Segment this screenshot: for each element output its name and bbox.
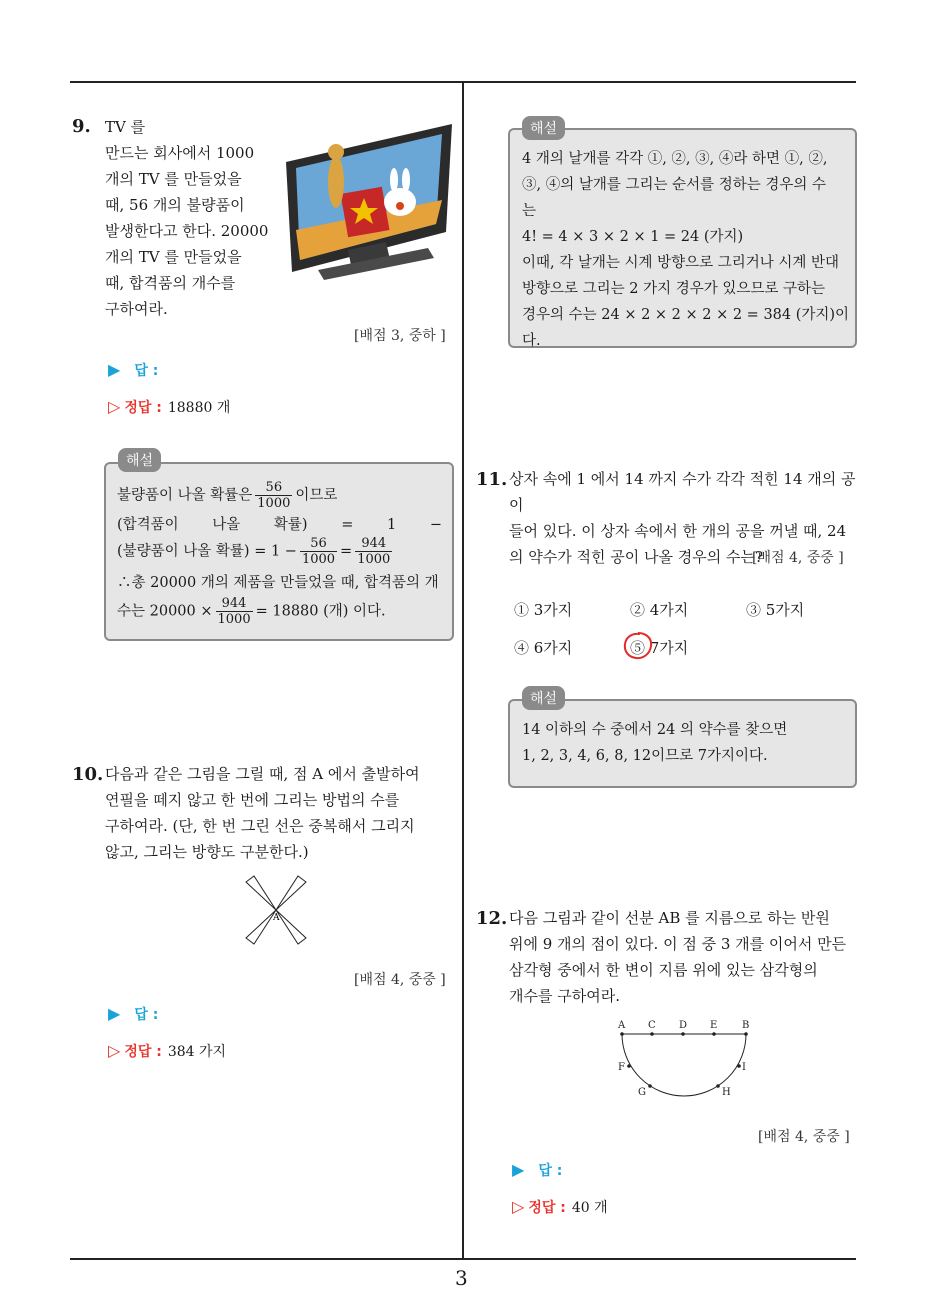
bottom-rule: [70, 1258, 856, 1260]
question-10-score: [배점 4, 중중 ]: [354, 972, 446, 988]
point-g-label: G: [638, 1087, 646, 1098]
question-10-number: 10.: [72, 764, 104, 785]
question-10-correct: ▷ 정답 : 384 가지: [108, 1041, 227, 1060]
question-11-explanation-tag: 해설: [522, 686, 565, 710]
play-arrow-icon: ▶: [108, 1004, 121, 1023]
question-12-answer[interactable]: ▶ 답 :: [512, 1160, 563, 1179]
question-11-text: 상자 속에 1 에서 14 까지 수가 각각 적힌 14 개의 공이 들어 있다. 이 상자 속에서 한 개의 공을 꺼낼 때, 24 의 약수가 적힌 공이 나올 경우의 수는?: [509, 470, 856, 566]
column-divider: [462, 81, 464, 1259]
play-arrow-icon: ▶: [512, 1160, 525, 1179]
semicircle-figure: [610, 1016, 760, 1102]
triangle-outline-icon: ▷: [108, 1041, 121, 1060]
option-1[interactable]: ① 3가지: [514, 601, 573, 619]
question-9-correct: ▷ 정답 : 18880 개: [108, 397, 231, 416]
page-number: 3: [455, 1266, 468, 1290]
point-f-label: F: [618, 1062, 625, 1073]
question-9-text: TV 를 만드는 회사에서 1000 개의 TV 를 만들었을 때, 56 개의 불량품이 발생한다고 한다. 20000 개의 TV 를 만들었을 때, 합격품의 개수를 구하여라.: [105, 118, 269, 318]
question-12-text: 다음 그림과 같이 선분 AB 를 지름으로 하는 반원 위에 9 개의 점이 있다. 이 점 중 3 개를 이어서 만든 삼각형 중에서 한 변이 지름 위에 있는 삼각형의 개수를 구하여라.: [509, 909, 847, 1005]
question-9-number: 9.: [72, 116, 91, 137]
tv-illustration: [278, 120, 456, 280]
option-2[interactable]: ② 4가지: [630, 601, 689, 619]
point-i-label: I: [742, 1062, 746, 1073]
figure-point-a-label: A: [273, 913, 280, 923]
play-arrow-icon: ▶: [108, 360, 121, 379]
question-10-explanation-tag: 해설: [522, 116, 565, 140]
point-b-label: B: [742, 1020, 750, 1031]
question-9-answer[interactable]: ▶ 답 :: [108, 360, 159, 379]
four-petal-figure: [240, 874, 312, 946]
question-9-score: [배점 3, 중하 ]: [354, 328, 446, 344]
question-10-text: 다음과 같은 그림을 그릴 때, 점 A 에서 출발하여 연필을 떼지 않고 한 번에 그리는 방법의 수를 구하여라. (단, 한 번 그린 선은 중복해서 그리지 않고, 그리는 방향도 구분한다.): [105, 765, 420, 861]
point-c-label: C: [648, 1020, 656, 1031]
option-3[interactable]: ③ 5가지: [746, 601, 805, 619]
option-4[interactable]: ④ 6가지: [514, 639, 573, 657]
question-12-correct: ▷ 정답 : 40 개: [512, 1197, 608, 1216]
point-a-label: A: [618, 1020, 626, 1031]
point-d-label: D: [679, 1020, 688, 1031]
point-h-label: H: [722, 1087, 731, 1098]
question-10-answer[interactable]: ▶ 답 :: [108, 1004, 159, 1023]
question-9-explanation-text: 불량품이 나올 확률은 $\frac{56}{1000}$ 이므로 (합격품이 나올 확률) = 1 − (불량품이 나올 확률) = 1 − $\frac{56}{1000}$ = $\frac{944}{1000}$ ∴총 20000 개의 제품을 만들었을 때, 합격품의 개 수는 20000 × $\frac{944}{1000}$ = 18880 (개) 이다.: [117, 480, 442, 627]
triangle-outline-icon: ▷: [108, 397, 121, 416]
question-9-explanation-tag: 해설: [118, 448, 161, 472]
question-12-score: [배점 4, 중중 ]: [758, 1129, 850, 1145]
question-11-score: [배점 4, 중중 ]: [752, 550, 844, 566]
question-10-explanation-text: 4 개의 날개를 각각 ①, ②, ③, ④라 하면 ①, ②, ③, ④의 날개를 그리는 순서를 정하는 경우의 수 는 4! = 4 × 3 × 2 × 1 = 24 (가지) 이때, 각 날개는 시계 방향으로 그리거나 시계 반대 방향으로 그리는 2 가지 경우가 있으므로 구하는 경우의 수는 24 × 2 × 2 × 2 × 2 = 384 (가지)이다.: [522, 151, 850, 349]
question-11-number: 11.: [476, 469, 508, 490]
point-e-label: E: [710, 1020, 718, 1031]
triangle-outline-icon: ▷: [512, 1197, 525, 1216]
option-5[interactable]: ⑤ 7가지: [630, 639, 689, 657]
question-12-number: 12.: [476, 908, 508, 929]
question-11-explanation-text: 14 이하의 수 중에서 24 의 약수를 찾으면 1, 2, 3, 4, 6, 8, 12이므로 7가지이다.: [522, 722, 788, 764]
selected-answer-circle: [621, 630, 655, 662]
